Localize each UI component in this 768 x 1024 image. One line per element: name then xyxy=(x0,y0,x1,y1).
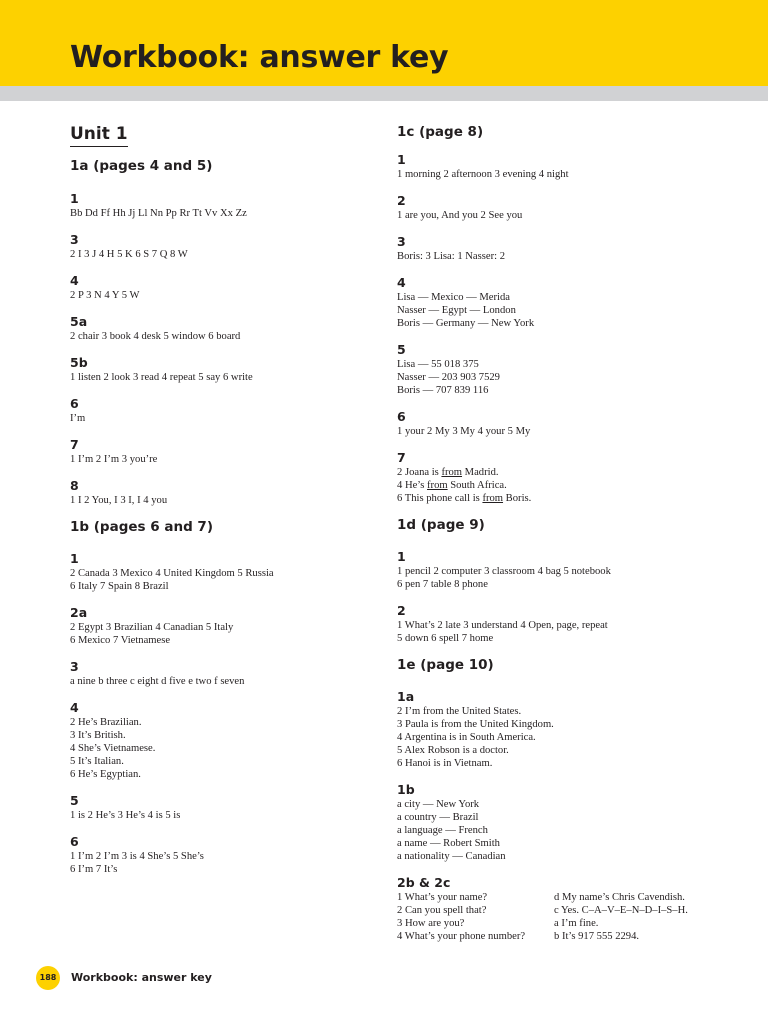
answer-line: Boris: 3 Lisa: 1 Nasser: 2 xyxy=(397,251,505,262)
answer-line: 1 I’m 2 I’m 3 you’re xyxy=(70,454,158,465)
question-line: 2 Can you spell that? xyxy=(397,905,487,916)
answer-line: 1 listen 2 look 3 read 4 repeat 5 say 6 write xyxy=(70,372,253,383)
exercise-1b-3 xyxy=(70,659,370,688)
header-divider-band xyxy=(0,86,768,101)
footer-title: Workbook: answer key xyxy=(71,971,212,984)
exercise-number: 4 xyxy=(70,273,79,288)
question-line: 1 What’s your name? xyxy=(397,892,488,903)
exercise-1c-2 xyxy=(397,193,737,222)
answer-line: 1 What’s 2 late 3 understand 4 Open, page, repeat xyxy=(397,620,608,631)
answer-line: 6 Hanoi is in Vietnam. xyxy=(397,758,493,769)
exercise-1c-3 xyxy=(397,234,737,263)
response-line: b It’s 917 555 2294. xyxy=(554,931,640,942)
page-title: Workbook: answer key xyxy=(70,40,449,75)
page-header xyxy=(0,0,768,86)
exercise-number: 1 xyxy=(397,549,406,564)
page-number-badge: 188 xyxy=(36,966,60,990)
answer-line: 2 Egypt 3 Brazilian 4 Canadian 5 Italy xyxy=(70,622,234,633)
answer-line: 5 Alex Robson is a doctor. xyxy=(397,745,509,756)
underlined-word: from xyxy=(441,467,463,478)
answer-line: 2 Canada 3 Mexico 4 United Kingdom 5 Russia xyxy=(70,568,274,579)
answer-line: 2 I 3 J 4 H 5 K 6 S 7 Q 8 W xyxy=(70,249,188,260)
exercise-number: 6 xyxy=(397,409,406,424)
lesson-1e-title: 1e (page 10) xyxy=(397,657,494,673)
exercise-number: 2b & 2c xyxy=(397,875,451,890)
answer-line: a nationality — Canadian xyxy=(397,851,506,862)
lesson-1d-title: 1d (page 9) xyxy=(397,517,485,533)
answer-line: I’m xyxy=(70,413,86,424)
exercise-1e-1b xyxy=(397,782,737,863)
answer-line: Lisa — Mexico — Merida xyxy=(397,292,510,303)
exercise-1a-5a xyxy=(70,314,370,343)
exercise-number: 2 xyxy=(397,193,406,208)
unit-title: Unit 1 xyxy=(70,122,128,147)
exercise-1e-2b-2c xyxy=(397,875,737,943)
answer-line: 1 are you, And you 2 See you xyxy=(397,210,523,221)
right-column xyxy=(397,122,737,943)
exercise-1d-1 xyxy=(397,549,737,591)
exercise-1a-1 xyxy=(70,191,370,220)
answer-line: Boris — 707 839 116 xyxy=(397,385,489,396)
answer-line: Nasser — Egypt — London xyxy=(397,305,516,316)
answer-line: 3 Paula is from the United Kingdom. xyxy=(397,719,554,730)
exercise-number: 5b xyxy=(70,355,88,370)
exercise-1c-5 xyxy=(397,342,737,397)
answer-text: South Africa. xyxy=(447,480,507,491)
exercise-number: 1 xyxy=(70,551,79,566)
answer-line: 4 Argentina is in South America. xyxy=(397,732,536,743)
exercise-1b-5 xyxy=(70,793,370,822)
answer-line: a language — French xyxy=(397,825,488,836)
answer-line: 2 chair 3 book 4 desk 5 window 6 board xyxy=(70,331,241,342)
exercise-number: 6 xyxy=(70,834,79,849)
response-line: c Yes. C–A–V–E–N–D–I–S–H. xyxy=(554,905,688,916)
exercise-1b-1 xyxy=(70,551,370,593)
unit-heading-row xyxy=(70,122,370,148)
response-line: d My name’s Chris Cavendish. xyxy=(554,892,685,903)
answer-line: 6 He’s Egyptian. xyxy=(70,769,141,780)
answer-line: 1 is 2 He’s 3 He’s 4 is 5 is xyxy=(70,810,181,821)
answer-line: 1 I’m 2 I’m 3 is 4 She’s 5 She’s xyxy=(70,851,204,862)
exercise-1a-6 xyxy=(70,396,370,425)
exercise-1c-7 xyxy=(397,450,737,505)
answer-line xyxy=(397,492,737,505)
exercise-number: 3 xyxy=(70,659,79,674)
answer-line: 1 I 2 You, I 3 I, I 4 you xyxy=(70,495,168,506)
underlined-word: from xyxy=(427,480,448,491)
left-column xyxy=(70,122,370,876)
question-line: 3 How are you? xyxy=(397,918,465,929)
lesson-1b-title: 1b (pages 6 and 7) xyxy=(70,519,213,535)
exercise-1a-4 xyxy=(70,273,370,302)
answer-line: 2 I’m from the United States. xyxy=(397,706,522,717)
exercise-1a-3 xyxy=(70,232,370,261)
answer-line: 5 It’s Italian. xyxy=(70,756,124,767)
exercise-number: 1 xyxy=(397,152,406,167)
answer-line: 6 Italy 7 Spain 8 Brazil xyxy=(70,581,169,592)
exercise-1b-4 xyxy=(70,700,370,781)
answer-text: 6 This phone call is xyxy=(397,493,483,504)
answer-line: a name — Robert Smith xyxy=(397,838,500,849)
questions-column xyxy=(397,891,554,943)
exercise-number: 5a xyxy=(70,314,88,329)
exercise-number: 7 xyxy=(70,437,79,452)
answer-line: a country — Brazil xyxy=(397,812,479,823)
exercise-1c-6 xyxy=(397,409,737,438)
answer-text: 4 He’s xyxy=(397,480,428,491)
exercise-number: 2 xyxy=(397,603,406,618)
exercise-1b-2a xyxy=(70,605,370,647)
answer-text: 2 Joana is xyxy=(397,467,442,478)
exercise-number: 6 xyxy=(70,396,79,411)
exercise-1b-6 xyxy=(70,834,370,876)
answer-line: 4 She’s Vietnamese. xyxy=(70,743,156,754)
answer-line: 1 pencil 2 computer 3 classroom 4 bag 5 notebook xyxy=(397,566,611,577)
underlined-word: from xyxy=(482,493,504,504)
exercise-number: 3 xyxy=(70,232,79,247)
answer-line xyxy=(397,466,737,479)
exercise-number: 5 xyxy=(397,342,406,357)
exercise-number: 1a xyxy=(397,689,415,704)
exercise-1c-1 xyxy=(397,152,737,181)
answer-line: 1 your 2 My 3 My 4 your 5 My xyxy=(397,426,531,437)
exercise-number: 3 xyxy=(397,234,406,249)
answer-line: Boris — Germany — New York xyxy=(397,318,535,329)
exercise-1a-5b xyxy=(70,355,370,384)
response-line: a I’m fine. xyxy=(554,918,599,929)
answer-line: 2 He’s Brazilian. xyxy=(70,717,142,728)
exercise-1c-4 xyxy=(397,275,737,330)
exercise-number: 7 xyxy=(397,450,406,465)
question-line: 4 What’s your phone number? xyxy=(397,931,526,942)
answer-line: 1 morning 2 afternoon 3 evening 4 night xyxy=(397,169,569,180)
answer-text: Madrid. xyxy=(462,467,499,478)
answer-line: Lisa — 55 018 375 xyxy=(397,359,479,370)
answer-line: 3 It’s British. xyxy=(70,730,126,741)
exercise-1d-2 xyxy=(397,603,737,645)
lesson-1a-title: 1a (pages 4 and 5) xyxy=(70,158,213,174)
answer-line: a city — New York xyxy=(397,799,480,810)
exercise-number: 4 xyxy=(397,275,406,290)
exercise-number: 4 xyxy=(70,700,79,715)
answer-line: 6 Mexico 7 Vietnamese xyxy=(70,635,171,646)
answer-text: Boris. xyxy=(503,493,532,504)
answer-line: 2 P 3 N 4 Y 5 W xyxy=(70,290,140,301)
answer-line: Nasser — 203 903 7529 xyxy=(397,372,500,383)
lesson-1c-title: 1c (page 8) xyxy=(397,124,484,140)
exercise-number: 8 xyxy=(70,478,79,493)
responses-column xyxy=(554,891,734,943)
exercise-1a-8 xyxy=(70,478,370,507)
exercise-number: 5 xyxy=(70,793,79,808)
exercise-number: 1b xyxy=(397,782,415,797)
answer-line: 6 I’m 7 It’s xyxy=(70,864,118,875)
exercise-number: 2a xyxy=(70,605,88,620)
answer-line: Bb Dd Ff Hh Jj Ll Nn Pp Rr Tt Vv Xx Zz xyxy=(70,208,247,219)
answer-line xyxy=(397,479,737,492)
question-answer-columns xyxy=(397,891,737,943)
exercise-number: 1 xyxy=(70,191,79,206)
answer-line: a nine b three c eight d five e two f seven xyxy=(70,676,245,687)
exercise-1a-7 xyxy=(70,437,370,466)
answer-line: 5 down 6 spell 7 home xyxy=(397,633,494,644)
exercise-1e-1a xyxy=(397,689,737,770)
answer-line: 6 pen 7 table 8 phone xyxy=(397,579,488,590)
